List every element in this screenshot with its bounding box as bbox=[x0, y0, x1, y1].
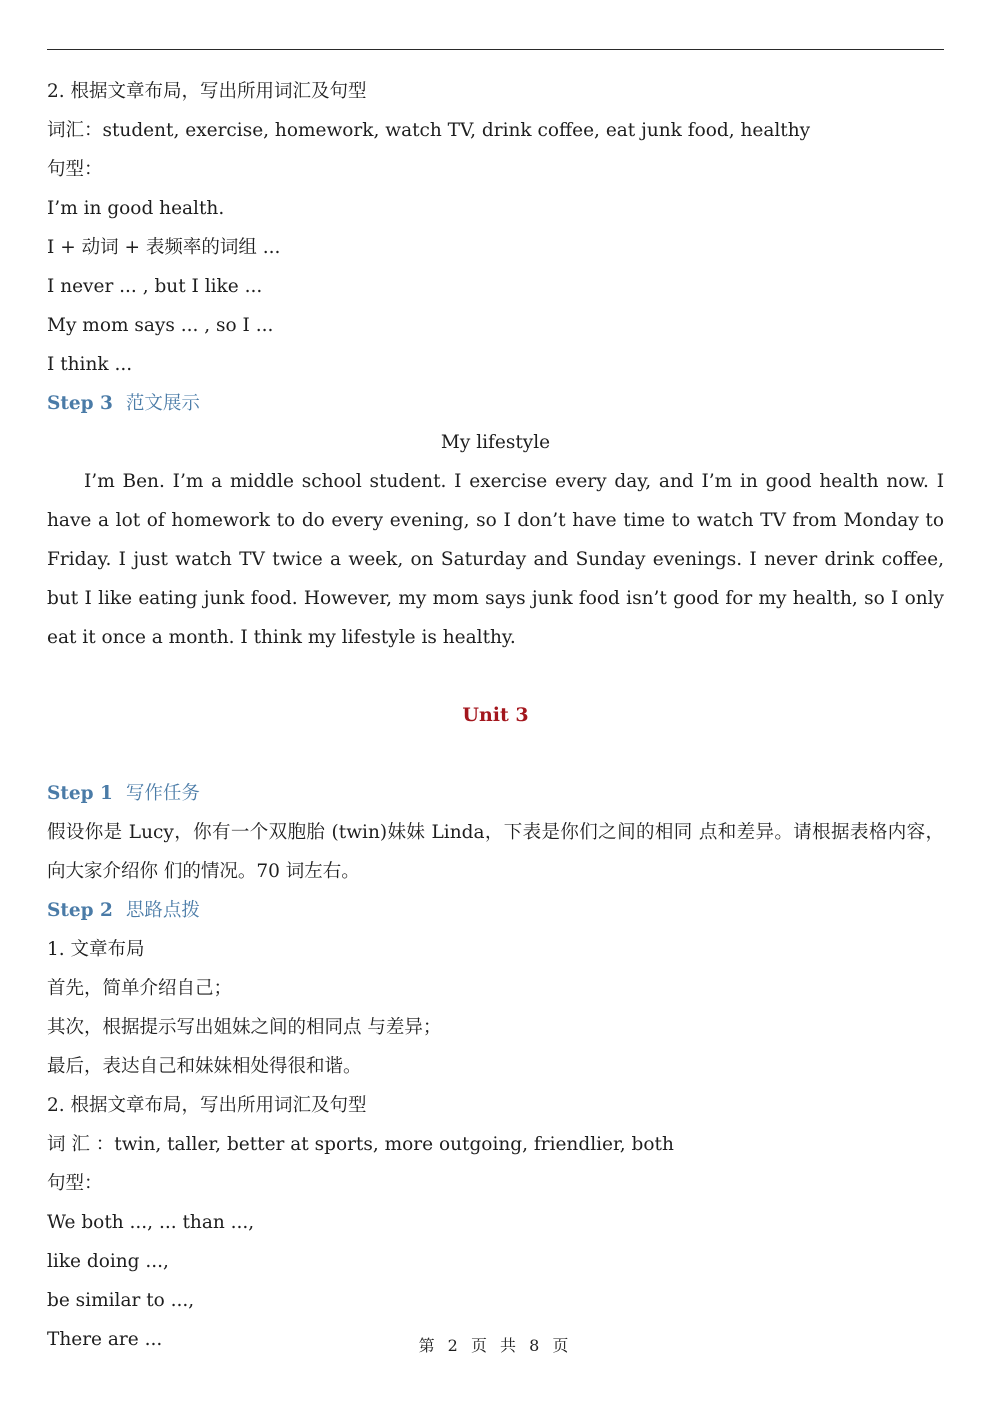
step-label: Step 2 bbox=[47, 900, 113, 921]
pattern-line: be similar to ..., bbox=[47, 1290, 195, 1311]
layout-line: 最后，表达自己和妹妹相处得很和谐。 bbox=[47, 1056, 362, 1077]
layout-heading-2: 2. 根据文章布局，写出所用词汇及句型 bbox=[47, 1095, 367, 1116]
pattern-line: I never ... , but I like ... bbox=[47, 276, 263, 297]
task-text: 假设你是 Lucy，你有一个双胞胎 (twin)妹妹 Linda，下表是你们之间的相同 点和差异。请根据表格内容，向大家介绍你 们的情况。70 词左右。 bbox=[47, 822, 944, 882]
step2-heading bbox=[47, 891, 944, 930]
step-title: 思路点拨 bbox=[125, 900, 200, 921]
pattern-line: We both ..., ... than ..., bbox=[47, 1212, 255, 1233]
essay-body: I’m Ben. I’m a middle school student. I exercise every day, and I’m in good health now. I have a lot of homework to do every evening, so I don’t have time to watch TV from Monday to Friday. I just watch TV twice a week, on Saturday and Sunday evenings. I never drink coffee, but I like eating junk food. However, my mom says junk food isn’t good for my health, so I only eat it once a month. I think my lifestyle is healthy. bbox=[47, 471, 944, 648]
pattern-line: There are ... bbox=[47, 1329, 163, 1350]
patterns-label: 句型： bbox=[47, 159, 103, 180]
layout-line: 其次，根据提示写出姐妹之间的相同点 与差异； bbox=[47, 1017, 442, 1038]
document-body bbox=[47, 72, 944, 1359]
page-number: 第 2 页 共 8 页 bbox=[418, 1336, 573, 1355]
pattern-line: I think ... bbox=[47, 354, 133, 375]
layout-heading-1: 1. 文章布局 bbox=[47, 939, 145, 960]
layout-heading-2: 2. 根据文章布局，写出所用词汇及句型 bbox=[47, 81, 367, 102]
pattern-line: I’m in good health. bbox=[47, 198, 225, 219]
essay-title: My lifestyle bbox=[440, 432, 551, 453]
pattern-line: I + 动词 + 表频率的词组 ... bbox=[47, 237, 281, 258]
step-label: Step 1 bbox=[47, 783, 113, 804]
step-title: 范文展示 bbox=[125, 393, 200, 414]
pattern-line: My mom says ... , so I ... bbox=[47, 315, 274, 336]
vocab-line: 词汇：student, exercise, homework, watch TV, drink coffee, eat junk food, healthy bbox=[47, 120, 811, 141]
step-title: 写作任务 bbox=[125, 783, 200, 804]
layout-line: 首先，简单介绍自己； bbox=[47, 978, 233, 999]
step-label: Step 3 bbox=[47, 393, 113, 414]
step3-heading bbox=[47, 384, 944, 423]
patterns-label: 句型： bbox=[47, 1173, 103, 1194]
vocab-line: 词 汇 ：twin, taller, better at sports, more outgoing, friendlier, both bbox=[47, 1134, 674, 1155]
pattern-line: like doing ..., bbox=[47, 1251, 169, 1272]
unit-title: Unit 3 bbox=[462, 704, 529, 726]
step1-heading bbox=[47, 774, 944, 813]
header-rule bbox=[47, 49, 944, 50]
